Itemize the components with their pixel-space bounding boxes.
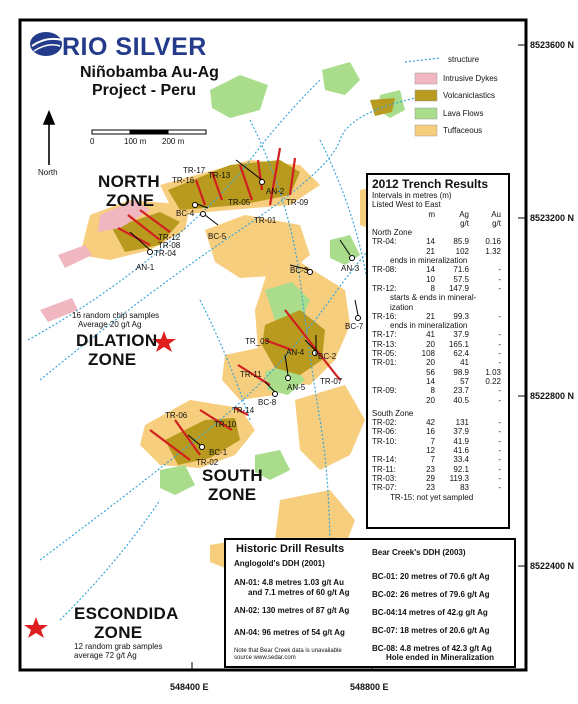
trench-cell-ag: 147.9 <box>448 283 469 293</box>
trench-label: TR-10 <box>214 420 237 429</box>
trench-result-row <box>372 340 504 349</box>
trench-result-row <box>372 483 504 492</box>
trench-result-row <box>372 349 504 358</box>
trench-cell-au: - <box>498 265 501 275</box>
trench-cell-ag: 119.3 <box>449 473 469 483</box>
trench-cell-m: 10 <box>426 274 435 284</box>
trench-cell-ag: 102 <box>455 246 469 256</box>
project-title-line1: Niñobamba Au-Ag <box>80 64 219 81</box>
legend-structure: structure <box>448 55 480 64</box>
trench-cell-tr: TR-16: <box>372 311 397 321</box>
drill-label: BC-3 <box>290 266 309 275</box>
trench-cell-au: - <box>498 349 501 359</box>
trench-label: TR-06 <box>165 411 188 420</box>
trench-cell-ag: 98.9 <box>453 367 469 377</box>
trench-cell-tr <box>372 368 405 377</box>
bc02-result: BC-02: 26 metres of 79.6 g/t Ag <box>372 590 490 599</box>
trench-cell-tr: TR-07: <box>372 483 397 493</box>
trench-cell-ag: 57.5 <box>453 274 469 284</box>
trench-cell-tr: TR-04: <box>372 237 397 247</box>
south-zone-label: SOUTH ZONE <box>202 466 263 504</box>
trench-note-row: TR-15: not yet sampled <box>390 492 474 502</box>
drill-label: AN-4 <box>286 348 305 357</box>
trench-result-row <box>372 474 504 483</box>
trench-results-subtitle: Listed West to East <box>372 200 441 210</box>
an04-result: AN-04: 96 metres of 54 g/t Ag <box>234 628 345 637</box>
trench-cell-ag: 131 <box>455 418 469 428</box>
trench-cell-tr: TR-10: <box>372 436 397 446</box>
source-note: Note that Bear Creek data is unavailable <box>234 648 342 654</box>
trench-result-row <box>372 265 504 274</box>
bc08-result: BC-08: 4.8 metres of 42.3 g/t Ag <box>372 644 492 653</box>
trench-cell-m: 41 <box>426 330 435 340</box>
trench-cell-ag: 41 <box>460 358 469 368</box>
dilation-zone-label: DILATION ZONE <box>76 331 158 369</box>
trench-label: TR-12 <box>158 233 181 242</box>
anglogold-heading: Anglogold's DDH (2001) <box>234 559 325 568</box>
trench-cell-m: 14 <box>426 237 435 247</box>
scale-tick-100: 100 m <box>124 137 147 146</box>
trench-results-panel <box>366 173 510 529</box>
trench-result-row <box>372 396 504 405</box>
drill-label: BC-1 <box>209 448 228 457</box>
trench-result-row <box>372 330 504 339</box>
trench-cell-tr: TR-14: <box>372 455 397 465</box>
trench-cell-au: - <box>498 330 501 340</box>
bc08-result-cont: Hole ended in Mineralization <box>386 653 495 662</box>
legend-lava-flows: Lava Flows <box>443 109 484 118</box>
trench-cell-tr: TR-06: <box>372 427 397 437</box>
trench-cell-au: - <box>498 358 501 368</box>
trench-cell-m: 14 <box>426 265 435 275</box>
trench-cell-tr: TR-17: <box>372 330 397 340</box>
trench-cell-ag: 85.9 <box>453 237 469 247</box>
trench-cell-m: 108 <box>421 349 435 359</box>
trench-result-row <box>372 284 504 293</box>
trench-cell-m: 7 <box>430 455 435 465</box>
trench-cell-ag: 57 <box>460 376 469 386</box>
trench-cell-ag: 37.9 <box>453 427 469 437</box>
bc07-result: BC-07: 18 metres of 20.6 g/t Ag <box>372 626 490 635</box>
source-note: source www.sedar.com <box>234 655 296 661</box>
trench-cell-tr: TR-01: <box>372 358 397 368</box>
trench-cell-m: 16 <box>426 427 435 437</box>
drill-label: BC-8 <box>258 398 277 407</box>
trench-results-header: m Ag Au <box>428 209 501 219</box>
trench-result-row <box>372 386 504 395</box>
trench-cell-m: 7 <box>430 436 435 446</box>
trench-cell-ag: 23.7 <box>453 386 469 396</box>
trench-cell-m: 20 <box>426 339 435 349</box>
company-logo: RIO SILVER <box>62 33 207 61</box>
trench-cell-m: 23 <box>426 483 435 493</box>
trench-result-row <box>372 455 504 464</box>
an01-result-cont: and 7.1 metres of 60 g/t Ag <box>248 588 350 597</box>
trench-cell-m: 23 <box>426 464 435 474</box>
drill-results-panel <box>224 538 516 668</box>
trench-cell-m: 8 <box>430 386 435 396</box>
trench-result-row <box>372 465 504 474</box>
drill-label: BC-7 <box>345 322 364 331</box>
northing-label: 8523600 N <box>530 40 575 50</box>
legend-intrusive-dykes: Intrusive Dykes <box>443 74 498 83</box>
trench-label: TR-05 <box>228 198 251 207</box>
trench-cell-au: - <box>498 283 501 293</box>
south-zone-rows <box>372 418 504 502</box>
trench-cell-tr: TR-09: <box>372 386 397 396</box>
trench-result-row <box>372 446 504 455</box>
escondida-note: 12 random grab samples average 72 g/t Ag <box>74 642 163 660</box>
trench-cell-au: - <box>498 473 501 483</box>
scale-tick-0: 0 <box>90 137 95 146</box>
trench-cell-tr: TR-08: <box>372 265 397 275</box>
trench-cell-au: - <box>498 395 501 405</box>
trench-result-row <box>372 377 504 386</box>
trench-label: TR-14 <box>232 406 255 415</box>
trench-result-row <box>372 247 504 256</box>
trench-cell-tr <box>372 377 405 386</box>
trench-cell-m: 21 <box>426 311 435 321</box>
trench-cell-m: 12 <box>426 446 435 456</box>
trench-label: TR-09 <box>286 198 309 207</box>
legend-tuffaceous: Tuffaceous <box>443 126 483 135</box>
trench-note-row: ends in mineralization <box>390 321 468 331</box>
trench-cell-au: - <box>498 464 501 474</box>
logo-globe-icon <box>30 32 62 56</box>
trench-label: TR-17 <box>183 166 206 175</box>
trench-result-row <box>372 312 504 321</box>
legend-volcaniclastics: Volcaniclastics <box>443 91 496 100</box>
trench-label: TR-11 <box>240 370 262 379</box>
north-zone-label: NORTH ZONE <box>98 172 160 210</box>
trench-result-row <box>372 418 504 427</box>
trench-results-units: g/t g/t <box>460 218 501 228</box>
trench-label: TR_03 <box>245 337 270 346</box>
trench-note-row: ization <box>390 302 414 312</box>
trench-cell-tr <box>372 275 405 284</box>
drill-label: BC-4 <box>176 209 195 218</box>
trench-cell-au: - <box>498 446 501 456</box>
trench-cell-m: 8 <box>430 283 435 293</box>
trench-cell-ag: 71.6 <box>453 265 469 275</box>
drill-label: BC-5 <box>208 232 227 241</box>
trench-cell-au: - <box>498 436 501 446</box>
trench-results-subtitle: Intervals in metres (m) <box>372 191 452 200</box>
northing-label: 8522800 N <box>530 391 575 401</box>
trench-cell-m: 29 <box>426 473 435 483</box>
trench-cell-tr <box>372 247 405 256</box>
trench-label: TR-08 <box>158 241 181 250</box>
trench-note-row: ends in mineralization <box>390 256 468 266</box>
south-zone-heading: South Zone <box>372 408 414 418</box>
trench-label: TR-01 <box>254 216 277 225</box>
trench-cell-m: 20 <box>426 358 435 368</box>
trench-cell-ag: 92.1 <box>453 464 469 474</box>
trench-result-row <box>372 358 504 367</box>
trench-cell-m: 42 <box>426 418 435 428</box>
drill-label: BC-2 <box>318 352 337 361</box>
northing-label: 8523200 N <box>530 213 575 223</box>
trench-cell-tr: TR-12: <box>372 283 397 293</box>
trench-cell-au: 1.32 <box>485 246 501 256</box>
trench-cell-m: 14 <box>426 376 435 386</box>
trench-label: TR-13 <box>208 171 231 180</box>
trench-label: TR-07 <box>320 377 343 386</box>
trench-cell-au: - <box>498 427 501 437</box>
trench-result-row <box>372 427 504 436</box>
trench-cell-tr: TR-03: <box>372 473 397 483</box>
trench-cell-tr <box>372 446 405 455</box>
trench-cell-tr: TR-13: <box>372 339 397 349</box>
an02-result: AN-02: 130 metres of 87 g/t Ag <box>234 606 350 615</box>
trench-cell-ag: 62.4 <box>453 349 469 359</box>
escondida-zone-label: ESCONDIDA ZONE <box>74 604 179 642</box>
trench-result-row <box>372 437 504 446</box>
trench-cell-ag: 37.9 <box>453 330 469 340</box>
north-zone-rows <box>372 237 504 404</box>
trench-cell-au: 0.16 <box>485 237 501 247</box>
trench-cell-ag: 41.6 <box>453 446 469 456</box>
trench-cell-m: 56 <box>426 367 435 377</box>
trench-result-row <box>372 237 504 246</box>
trench-cell-ag: 33.4 <box>453 455 469 465</box>
trench-result-row <box>372 368 504 377</box>
trench-cell-ag: 83 <box>460 483 469 493</box>
trench-cell-tr: TR-02: <box>372 418 397 428</box>
northing-label: 8522400 N <box>530 561 575 571</box>
trench-result-row <box>372 275 504 284</box>
bc01-result: BC-01: 20 metres of 70.6 g/t Ag <box>372 572 490 581</box>
trench-cell-m: 20 <box>426 395 435 405</box>
trench-cell-au: - <box>498 386 501 396</box>
trench-label: TR-16 <box>172 176 195 185</box>
trench-cell-au: - <box>498 418 501 428</box>
trench-label: TR-02 <box>196 458 219 467</box>
bc04-result: BC-04:14 metres of 42.g g/t Ag <box>372 608 488 617</box>
drill-label: AN-3 <box>341 264 360 273</box>
trench-cell-ag: 165.1 <box>448 339 469 349</box>
drill-label: AN-2 <box>266 187 285 196</box>
trench-cell-au: 0.22 <box>485 376 501 386</box>
bear-creek-heading: Bear Creek's DDH (2003) <box>372 548 466 557</box>
trench-cell-tr: TR-05: <box>372 349 397 359</box>
trench-cell-au: - <box>498 274 501 284</box>
trench-cell-au: 1.03 <box>485 367 501 377</box>
trench-cell-tr <box>372 396 405 405</box>
trench-cell-ag: 99.3 <box>453 311 469 321</box>
easting-label: 548800 E <box>350 682 389 692</box>
easting-label: 548400 E <box>170 682 209 692</box>
trench-note-row: starts & ends in mineral- <box>390 293 477 303</box>
scale-bar <box>92 130 206 134</box>
trench-cell-tr: TR-11: <box>372 464 396 474</box>
north-label: North <box>38 168 58 177</box>
trench-cell-au: - <box>498 455 501 465</box>
project-title-line2: Project - Peru <box>92 82 197 99</box>
trench-cell-ag: 40.5 <box>453 395 469 405</box>
scale-tick-200: 200 m <box>162 137 185 146</box>
trench-cell-ag: 41.9 <box>453 436 469 446</box>
trench-label: TR-04 <box>154 249 177 258</box>
an01-result: AN-01: 4.8 metres 1.03 g/t Au <box>234 578 344 587</box>
dilation-note: 16 random chip samples Average 20 g/t Ag <box>72 311 160 329</box>
trench-cell-au: - <box>498 311 501 321</box>
drill-label: AN-1 <box>136 263 155 272</box>
trench-cell-au: - <box>498 483 501 493</box>
trench-cell-m: 21 <box>426 246 435 256</box>
north-zone-heading: North Zone <box>372 228 413 238</box>
drill-results-title: Historic Drill Results <box>236 543 345 555</box>
trench-cell-au: - <box>498 339 501 349</box>
drill-label: AN-5 <box>287 383 306 392</box>
trench-results-title: 2012 Trench Results <box>372 177 489 191</box>
